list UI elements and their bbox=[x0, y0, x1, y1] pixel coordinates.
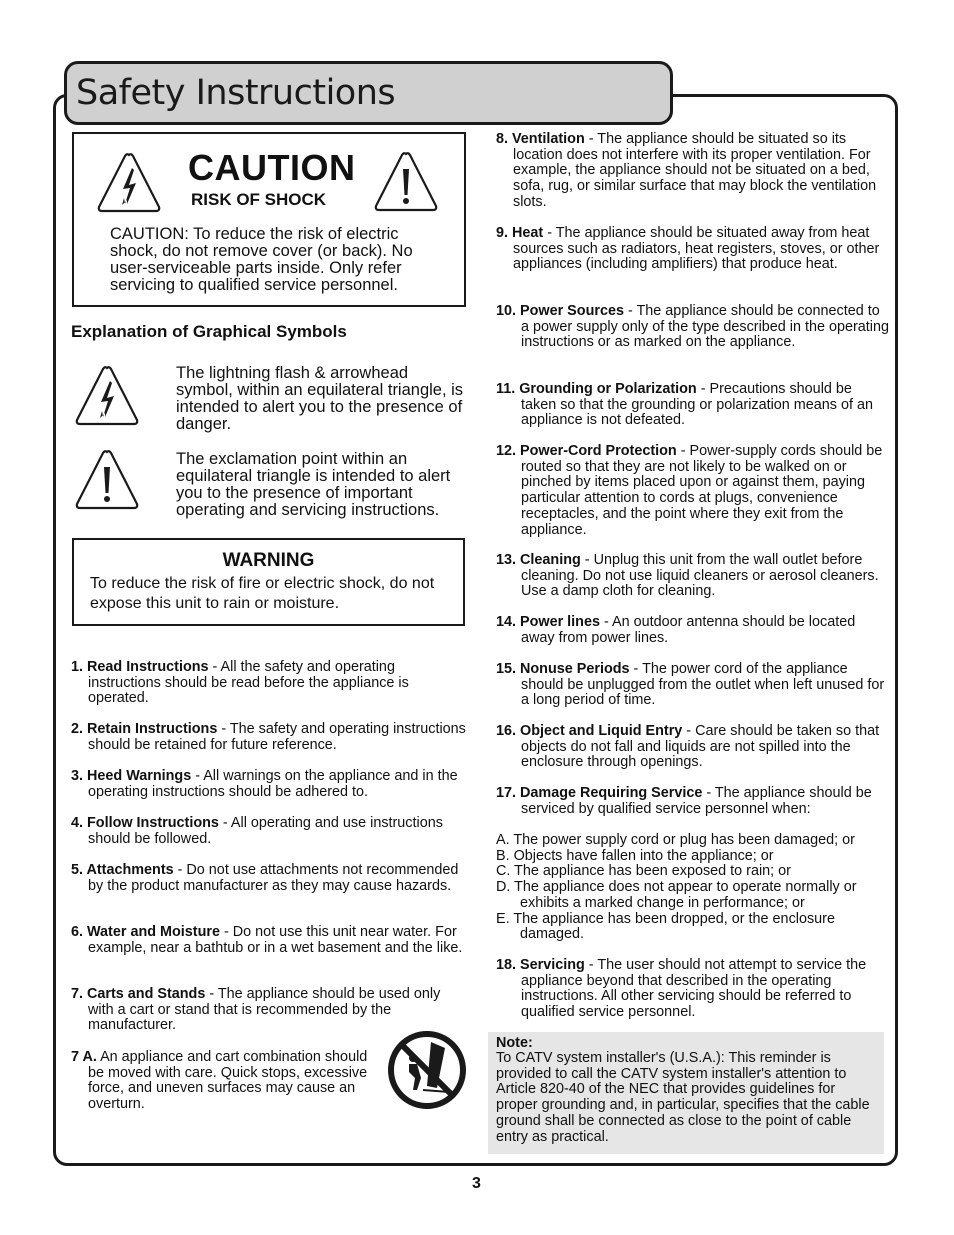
caution-heading: CAUTION bbox=[188, 147, 356, 188]
list-item: 10. Power Sources - The appliance should be connected to a power supply only of the type described in the operating instructions or as marked on the appliance. bbox=[496, 303, 889, 351]
list-item: 18. Servicing - The user should not attempt to service the appliance beyond that described in the operating instructions. All other servicing should be referred to qualified service personnel. bbox=[496, 957, 867, 1021]
note-box bbox=[488, 1032, 884, 1154]
cart-tip-over-icon bbox=[387, 1030, 467, 1110]
list-item: 8. Ventilation - The appliance should be situated so its location does not interfere with its proper ventilation. For example, the appliance should not be situated on a bed, sofa, rug, or similar surface that may block the ventilation slots. bbox=[496, 131, 877, 210]
warning-box bbox=[72, 538, 465, 626]
list-item: B. Objects have fallen into the appliance; or bbox=[496, 847, 774, 864]
page-number: 3 bbox=[472, 1175, 481, 1192]
list-item: 11. Grounding or Polarization - Precautions should be taken so that the grounding or polarization means of an appliance is not defeated. bbox=[496, 381, 874, 429]
list-item: C. The appliance has been exposed to rain; or bbox=[496, 863, 791, 880]
lightning-triangle-icon bbox=[94, 150, 164, 216]
exclamation-triangle-icon bbox=[72, 447, 142, 513]
list-item: D. The appliance does not appear to operate normally or exhibits a marked change in performance; or bbox=[496, 879, 857, 911]
caution-box bbox=[72, 132, 466, 307]
page-title: Safety Instructions bbox=[76, 73, 396, 113]
damage-conditions-list bbox=[496, 833, 891, 943]
list-item: 12. Power-Cord Protection - Power-supply cords should be routed so that they are not likely to be walked on or pinched by items placed upon or against them, paying particular attention to cords at plugs, convenience receptacles, and the point where they exit from the appliance. bbox=[496, 443, 883, 538]
list-item: 13. Cleaning - Unplug this unit from the wall outlet before cleaning. Do not use liquid cleaners or aerosol cleaners. Use a damp cloth for cleaning. bbox=[496, 552, 879, 600]
list-item: 3. Heed Warnings - All warnings on the appliance and in the operating instructions should be adhered to. bbox=[71, 768, 458, 800]
list-item: 9. Heat - The appliance should be situated away from heat sources such as radiators, heat registers, stoves, or other appliances (including amplifiers) that produce heat. bbox=[496, 225, 880, 273]
list-item: A. The power supply cord or plug has been damaged; or bbox=[496, 832, 855, 848]
warning-text: To reduce the risk of fire or electric shock, do not expose this unit to rain or moisture. bbox=[90, 575, 435, 612]
title-tab bbox=[64, 61, 673, 125]
list-item: 17. Damage Requiring Service - The appliance should be serviced by qualified service personnel when: bbox=[496, 785, 872, 817]
list-item: 7. Carts and Stands - The appliance should be used only with a cart or stand that is recommended by the manufacturer. bbox=[71, 986, 441, 1034]
note-heading: Note: bbox=[496, 1035, 533, 1051]
list-item: 6. Water and Moisture - Do not use this unit near water. For example, near a bathtub or in a wet basement and the like. bbox=[71, 924, 463, 956]
list-item: 7 A. An appliance and cart combination should be moved with care. Quick stops, excessive force, and uneven surfaces may cause an overturn. bbox=[71, 1049, 368, 1113]
exclamation-triangle-icon bbox=[371, 149, 441, 215]
caution-text: CAUTION: To reduce the risk of electric shock, do not remove cover (or back). No user-serviceable parts inside. Only refer servicing to qualified service personnel. bbox=[110, 225, 413, 294]
list-item: E. The appliance has been dropped, or the enclosure damaged. bbox=[496, 910, 835, 943]
list-item: 2. Retain Instructions - The safety and operating instructions should be retained for future reference. bbox=[71, 721, 466, 753]
lightning-triangle-icon bbox=[72, 363, 142, 429]
list-item: 4. Follow Instructions - All operating and use instructions should be followed. bbox=[71, 815, 443, 847]
list-item: 5. Attachments - Do not use attachments not recommended by the product manufacturer as they may cause hazards. bbox=[71, 862, 459, 894]
list-item: 15. Nonuse Periods - The power cord of the appliance should be unplugged from the outlet when left unused for a long period of time. bbox=[496, 661, 885, 709]
note-text: To CATV system installer's (U.S.A.): This reminder is provided to call the CATV system installer's attention to Article 820-40 of the NEC that provides guidelines for proper grounding and, in particular, specifies that the cable ground shall be connected as close to the point of cable entry as practical. bbox=[496, 1050, 870, 1145]
lightning-symbol-text: The lightning flash & arrowhead symbol, within an equilateral triangle, is intended to alert you to the presence of danger. bbox=[176, 364, 464, 433]
symbols-heading: Explanation of Graphical Symbols bbox=[71, 322, 347, 341]
caution-subheading: RISK OF SHOCK bbox=[191, 190, 327, 209]
exclamation-symbol-text: The exclamation point within an equilateral triangle is intended to alert you to the presence of important operating and servicing instructions. bbox=[176, 450, 451, 519]
list-item: 16. Object and Liquid Entry - Care should be taken so that objects do not fall and liquids are not spilled into the enclosure through openings. bbox=[496, 723, 880, 771]
warning-heading: WARNING bbox=[222, 550, 315, 571]
list-item: 1. Read Instructions - All the safety and operating instructions should be read before the appliance is operated. bbox=[71, 659, 409, 707]
list-item: 14. Power lines - An outdoor antenna should be located away from power lines. bbox=[496, 614, 856, 646]
